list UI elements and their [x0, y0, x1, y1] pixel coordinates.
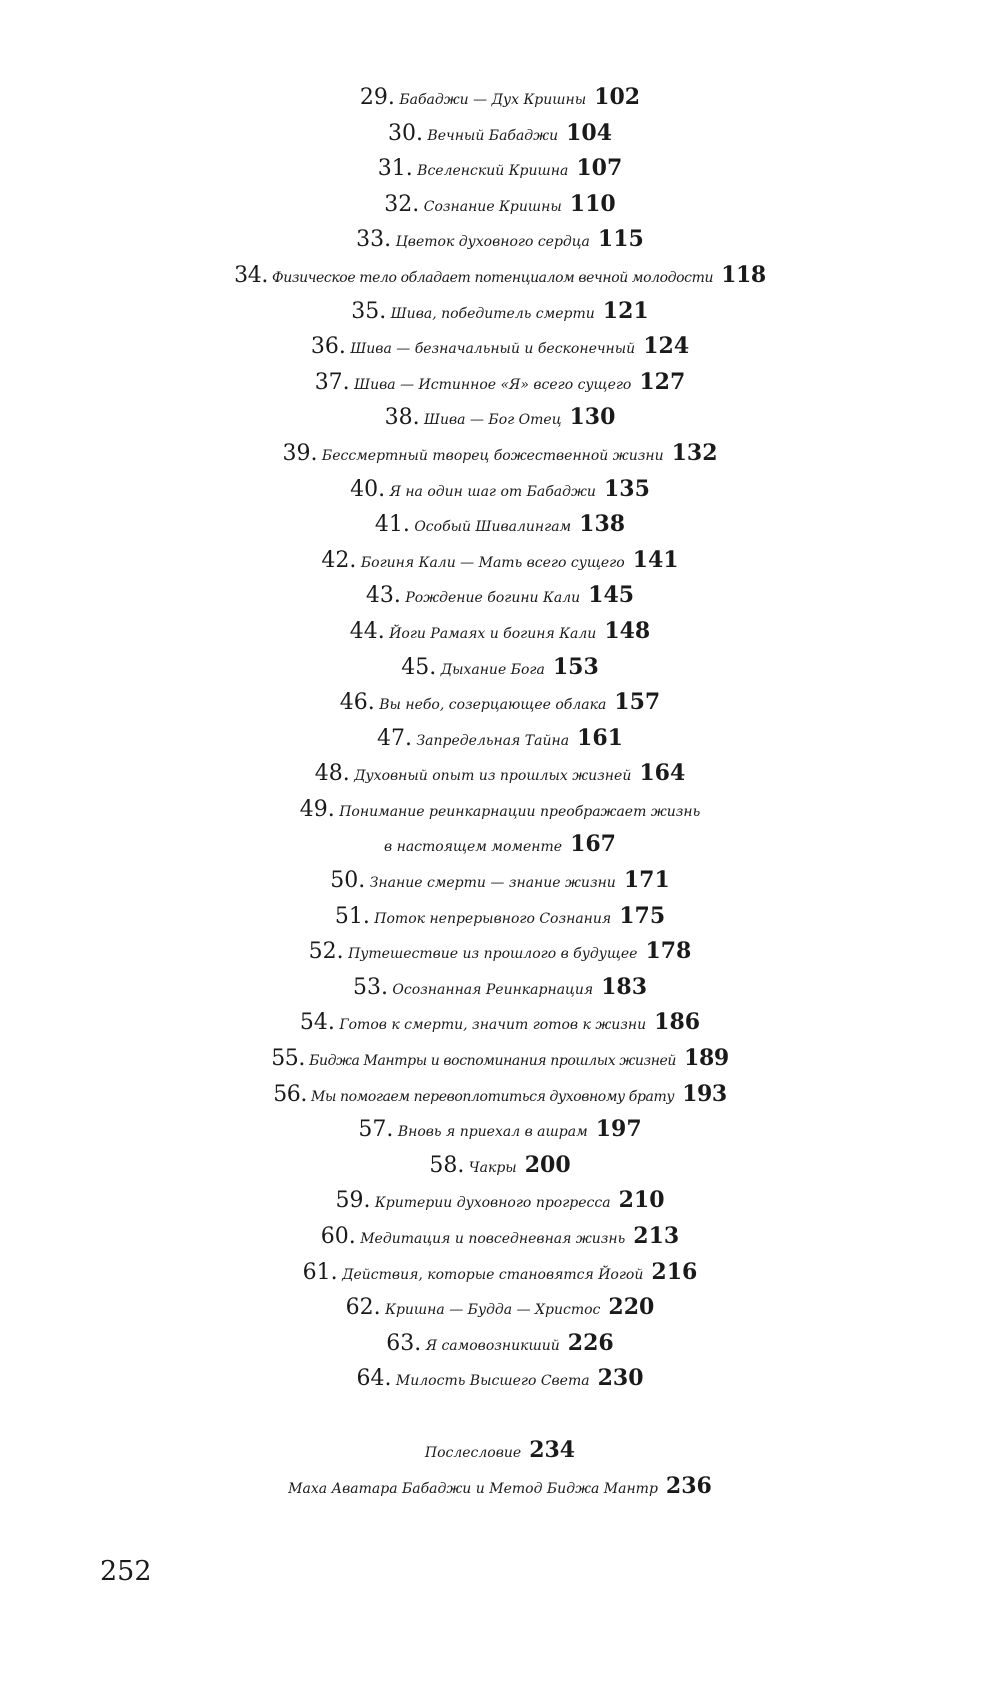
toc-entry-47[interactable] — [0, 721, 1000, 757]
toc-entry-31[interactable] — [0, 151, 1000, 187]
toc-number: 60. — [320, 1224, 356, 1249]
toc-number: 63. — [386, 1330, 422, 1356]
toc-title: Милость Высшего Света — [395, 1373, 590, 1390]
toc-title: Особый Шивалингам — [414, 519, 572, 536]
toc-page: 200 — [524, 1151, 571, 1178]
toc-entry-39[interactable] — [0, 436, 1000, 472]
toc-page: 234 — [529, 1437, 576, 1463]
toc-title: Поток непрерывного Сознания — [374, 910, 612, 927]
toc-entry-49[interactable] — [0, 792, 1000, 828]
toc-number: 50. — [330, 868, 366, 894]
toc-title: Вновь я приехал в ашрам — [397, 1124, 588, 1141]
toc-page: 110 — [569, 190, 616, 217]
toc-page: 130 — [569, 404, 616, 431]
toc-title: Действия, которые становятся Йогой — [342, 1266, 644, 1283]
toc-page: 138 — [579, 511, 626, 538]
toc-entry-48[interactable] — [0, 756, 1000, 792]
toc-number: 55. — [271, 1046, 305, 1072]
toc-number: 37. — [314, 369, 350, 395]
page-number: 252 — [100, 1556, 152, 1587]
toc-entry-32[interactable] — [0, 187, 1000, 223]
toc-number: 56. — [273, 1081, 307, 1107]
toc-title: Бабаджи — Дух Кришны — [399, 92, 587, 108]
toc-page: 132 — [671, 439, 718, 466]
toc-title: Вечный Бабаджи — [427, 127, 559, 144]
toc-entry-60[interactable] — [0, 1219, 1000, 1255]
toc-number: 62. — [345, 1295, 381, 1321]
toc-number: 44. — [349, 618, 385, 644]
table-of-contents — [0, 80, 1000, 1397]
toc-number: 47. — [377, 725, 412, 751]
toc-title: Шива — Истинное «Я» всего сущего — [354, 376, 632, 393]
toc-number: 32. — [384, 191, 420, 217]
toc-number: 46. — [339, 690, 375, 716]
toc-page: 102 — [594, 84, 641, 110]
toc-entry-51[interactable] — [0, 899, 1000, 935]
toc-title: Рождение богини Кали — [405, 590, 581, 607]
toc-entry-45[interactable] — [0, 650, 1000, 686]
toc-number: 36. — [310, 334, 346, 360]
toc-title-continued: в настоящем моменте — [384, 839, 563, 856]
toc-title: Йоги Рамаях и богиня Кали — [389, 625, 597, 642]
toc-page: 186 — [654, 1009, 701, 1036]
toc-page: 141 — [632, 546, 679, 573]
toc-entry-61[interactable] — [0, 1255, 1000, 1291]
toc-page: 107 — [576, 155, 623, 182]
toc-number: 38. — [384, 405, 420, 431]
toc-entry-43[interactable] — [0, 578, 1000, 614]
toc-entry-29[interactable] — [0, 80, 1000, 116]
toc-entry-52[interactable] — [0, 934, 1000, 970]
toc-entry-appendix[interactable] — [0, 1468, 1000, 1504]
toc-number: 52. — [308, 939, 344, 965]
toc-page: 220 — [608, 1294, 655, 1321]
toc-number: 61. — [302, 1259, 338, 1285]
toc-page: 135 — [603, 475, 650, 502]
toc-page: 118 — [721, 261, 766, 288]
toc-title: Шива — Бог Отец — [424, 412, 562, 429]
toc-number: 40. — [350, 476, 386, 502]
toc-title: Вы небо, созерцающее облака — [379, 697, 607, 714]
toc-entry-38[interactable] — [0, 400, 1000, 436]
toc-page: 213 — [633, 1223, 680, 1249]
toc-title: Биджа Мантры и воспоминания прошлых жизней — [309, 1053, 677, 1070]
toc-entry-42[interactable] — [0, 543, 1000, 579]
toc-number: 41. — [374, 512, 410, 538]
toc-title: Чакры — [468, 1159, 517, 1176]
toc-page: 127 — [639, 368, 686, 395]
toc-entry-59[interactable] — [0, 1183, 1000, 1219]
toc-entry-53[interactable] — [0, 970, 1000, 1006]
toc-entry-54[interactable] — [0, 1005, 1000, 1041]
toc-page: 167 — [570, 831, 616, 858]
toc-title: Физическое тело обладает потенциалом вечной молодости — [272, 269, 714, 286]
toc-title: Духовный опыт из прошлых жизней — [354, 768, 632, 785]
toc-page: 216 — [651, 1258, 698, 1285]
back-matter — [0, 1432, 1000, 1504]
toc-page: 124 — [643, 333, 690, 360]
toc-entry-57[interactable] — [0, 1112, 1000, 1148]
toc-number: 35. — [351, 298, 387, 324]
toc-page: 153 — [552, 653, 599, 680]
toc-title: Вселенский Кришна — [417, 163, 569, 180]
toc-title: Медитация и повседневная жизнь — [360, 1231, 626, 1247]
toc-entry-44[interactable] — [0, 614, 1000, 650]
toc-number: 59. — [335, 1188, 371, 1214]
toc-title: Запредельная Тайна — [416, 732, 570, 749]
toc-number: 39. — [282, 440, 318, 466]
toc-number: 34. — [234, 262, 268, 288]
toc-entry-41[interactable] — [0, 507, 1000, 543]
toc-number: 57. — [358, 1117, 394, 1143]
toc-number: 42. — [321, 547, 357, 573]
toc-title: Я самовозникший — [425, 1337, 560, 1354]
toc-number: 53. — [352, 974, 388, 1000]
toc-entry-40[interactable] — [0, 472, 1000, 508]
toc-page: 164 — [639, 760, 686, 787]
toc-title: Бессмертный творец божественной жизни — [321, 447, 664, 464]
toc-title: Мы помогаем перевоплотиться духовному брату — [311, 1088, 675, 1105]
toc-page: 175 — [619, 902, 666, 929]
toc-page: 197 — [595, 1116, 642, 1143]
toc-page: 157 — [614, 689, 661, 716]
toc-page: 183 — [601, 973, 648, 1000]
toc-entry-30[interactable] — [0, 116, 1000, 152]
toc-page: 210 — [618, 1187, 665, 1214]
toc-title: Кришна — Будда — Христос — [385, 1302, 601, 1319]
toc-entry-55[interactable] — [0, 1041, 1000, 1077]
toc-title: Понимание реинкарнации преображает жизнь — [339, 803, 701, 820]
toc-title: Знание смерти — знание жизни — [369, 875, 616, 892]
toc-title: Шива — безначальный и бесконечный — [350, 341, 636, 358]
toc-page: 226 — [567, 1329, 614, 1356]
toc-page: 161 — [577, 724, 623, 751]
toc-number: 33. — [356, 227, 392, 253]
toc-entry-46[interactable] — [0, 685, 1000, 721]
toc-entry-33[interactable] — [0, 222, 1000, 258]
toc-number: 43. — [365, 583, 401, 609]
toc-page: 189 — [684, 1045, 729, 1072]
toc-title: Сознание Кришны — [423, 198, 562, 215]
toc-title: Готов к смерти, значит готов к жизни — [339, 1017, 647, 1034]
toc-number: 49. — [299, 796, 335, 822]
toc-entry-49-continued[interactable] — [0, 827, 1000, 863]
toc-page: 104 — [566, 119, 613, 146]
toc-entry-36[interactable] — [0, 329, 1000, 365]
toc-page: 193 — [682, 1080, 727, 1107]
toc-entry-58[interactable] — [0, 1148, 1000, 1184]
toc-entry-50[interactable] — [0, 863, 1000, 899]
toc-page: 121 — [602, 297, 649, 324]
toc-page: 115 — [597, 226, 644, 253]
toc-title: Дыхание Бога — [440, 661, 545, 678]
toc-entry-64[interactable] — [0, 1361, 1000, 1397]
toc-page: 148 — [604, 617, 651, 644]
toc-page: 230 — [597, 1365, 644, 1392]
toc-title: Шива, победитель смерти — [390, 305, 595, 322]
toc-entry-63[interactable] — [0, 1326, 1000, 1362]
toc-number: 58. — [429, 1152, 465, 1178]
toc-entry-35[interactable] — [0, 294, 1000, 330]
toc-title: Путешествие из прошлого в будущее — [348, 946, 638, 963]
toc-number: 45. — [401, 654, 437, 680]
toc-entry-37[interactable] — [0, 365, 1000, 401]
toc-title: Осознанная Реинкарнация — [392, 981, 594, 998]
toc-page: 145 — [588, 582, 635, 609]
toc-page: 178 — [645, 938, 692, 965]
toc-title: Богиня Кали — Мать всего сущего — [360, 554, 625, 571]
toc-page: 171 — [623, 867, 670, 894]
toc-number: 51. — [334, 903, 370, 929]
toc-number: 64. — [356, 1366, 392, 1392]
toc-title: Цветок духовного сердца — [395, 234, 590, 251]
toc-entry-62[interactable] — [0, 1290, 1000, 1326]
toc-entry-afterword[interactable] — [0, 1432, 1000, 1468]
toc-entry-34[interactable] — [0, 258, 1000, 294]
toc-number: 54. — [299, 1010, 335, 1036]
toc-title: Я на один шаг от Бабаджи — [389, 483, 596, 500]
toc-entry-56[interactable] — [0, 1077, 1000, 1113]
toc-number: 29. — [359, 85, 395, 110]
toc-title: Критерии духовного прогресса — [374, 1195, 611, 1212]
toc-number: 30. — [387, 120, 423, 146]
toc-number: 31. — [377, 156, 413, 182]
toc-number: 48. — [314, 761, 350, 787]
toc-page: 236 — [665, 1473, 712, 1499]
toc-title: Послесловие — [424, 1445, 522, 1461]
toc-title: Маха Аватара Бабаджи и Метод Биджа Мантр — [288, 1481, 658, 1497]
